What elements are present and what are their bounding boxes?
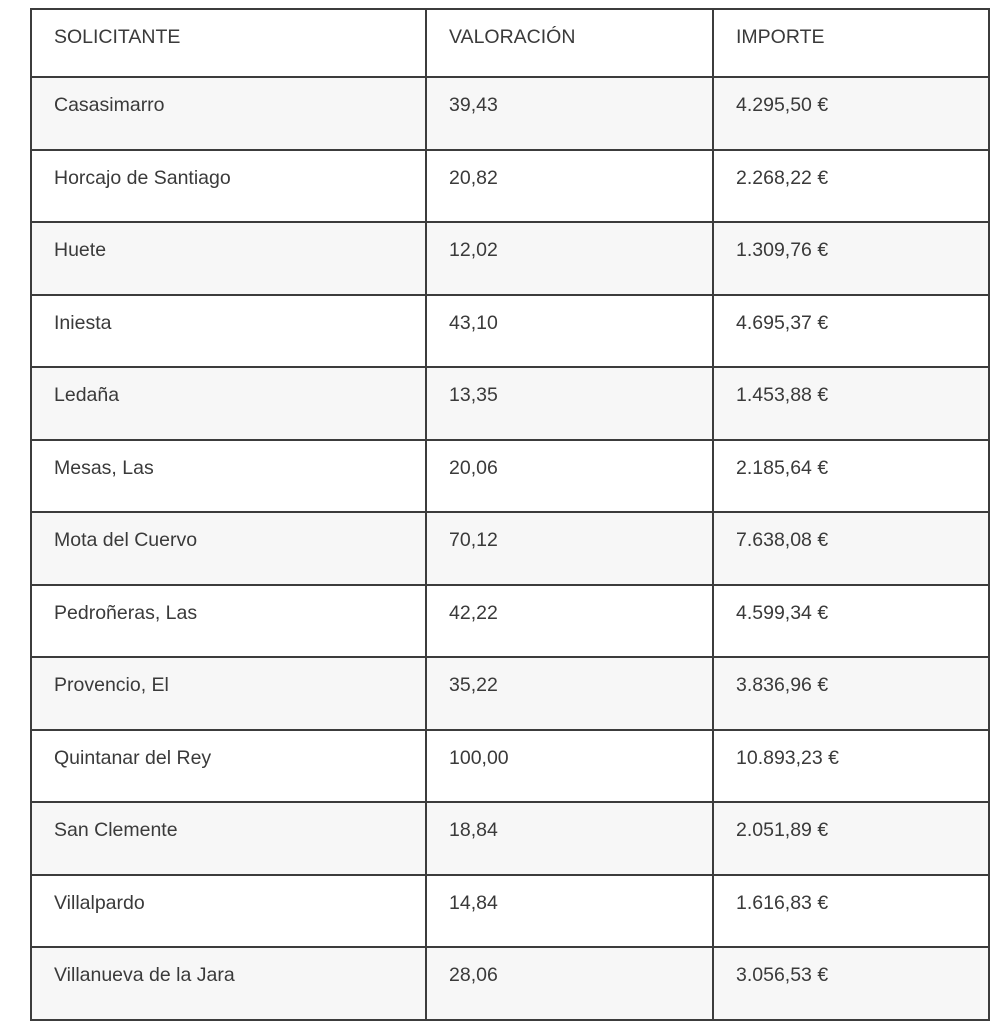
table-row — [31, 947, 989, 1020]
table-row — [31, 802, 989, 875]
table-row — [31, 150, 989, 223]
cell-valoracion: 14,84 — [426, 875, 713, 948]
cell-solicitante: Villanueva de la Jara — [31, 947, 426, 1020]
cell-importe: 4.599,34 € — [713, 585, 989, 658]
cell-solicitante: Provencio, El — [31, 657, 426, 730]
header-row — [31, 9, 989, 77]
cell-valoracion: 20,82 — [426, 150, 713, 223]
table-row — [31, 367, 989, 440]
cell-valoracion: 100,00 — [426, 730, 713, 803]
cell-solicitante: Mesas, Las — [31, 440, 426, 513]
cell-solicitante: Pedroñeras, Las — [31, 585, 426, 658]
cell-solicitante: Horcajo de Santiago — [31, 150, 426, 223]
table-row — [31, 222, 989, 295]
cell-valoracion: 18,84 — [426, 802, 713, 875]
column-header-importe: IMPORTE — [713, 9, 989, 77]
cell-valoracion: 28,06 — [426, 947, 713, 1020]
column-header-valoracion: VALORACIÓN — [426, 9, 713, 77]
table-row — [31, 875, 989, 948]
table-row — [31, 512, 989, 585]
cell-importe: 2.268,22 € — [713, 150, 989, 223]
cell-importe: 3.836,96 € — [713, 657, 989, 730]
cell-importe: 3.056,53 € — [713, 947, 989, 1020]
cell-valoracion: 35,22 — [426, 657, 713, 730]
cell-solicitante: Ledaña — [31, 367, 426, 440]
cell-valoracion: 43,10 — [426, 295, 713, 368]
table-row — [31, 730, 989, 803]
table-header — [31, 9, 989, 77]
cell-valoracion: 70,12 — [426, 512, 713, 585]
cell-solicitante: Casasimarro — [31, 77, 426, 150]
cell-solicitante: Iniesta — [31, 295, 426, 368]
cell-importe: 1.616,83 € — [713, 875, 989, 948]
grant-table — [30, 8, 990, 1021]
cell-solicitante: Mota del Cuervo — [31, 512, 426, 585]
cell-importe: 2.051,89 € — [713, 802, 989, 875]
cell-importe: 4.695,37 € — [713, 295, 989, 368]
cell-valoracion: 42,22 — [426, 585, 713, 658]
cell-importe: 10.893,23 € — [713, 730, 989, 803]
table-row — [31, 585, 989, 658]
table-row — [31, 440, 989, 513]
table-row — [31, 295, 989, 368]
cell-valoracion: 13,35 — [426, 367, 713, 440]
cell-importe: 2.185,64 € — [713, 440, 989, 513]
cell-importe: 7.638,08 € — [713, 512, 989, 585]
cell-solicitante: Villalpardo — [31, 875, 426, 948]
cell-solicitante: Quintanar del Rey — [31, 730, 426, 803]
cell-solicitante: San Clemente — [31, 802, 426, 875]
cell-valoracion: 39,43 — [426, 77, 713, 150]
cell-valoracion: 20,06 — [426, 440, 713, 513]
column-header-solicitante: SOLICITANTE — [31, 9, 426, 77]
cell-solicitante: Huete — [31, 222, 426, 295]
table-row — [31, 657, 989, 730]
table-body — [31, 77, 989, 1020]
cell-valoracion: 12,02 — [426, 222, 713, 295]
table-row — [31, 77, 989, 150]
cell-importe: 1.309,76 € — [713, 222, 989, 295]
cell-importe: 4.295,50 € — [713, 77, 989, 150]
cell-importe: 1.453,88 € — [713, 367, 989, 440]
